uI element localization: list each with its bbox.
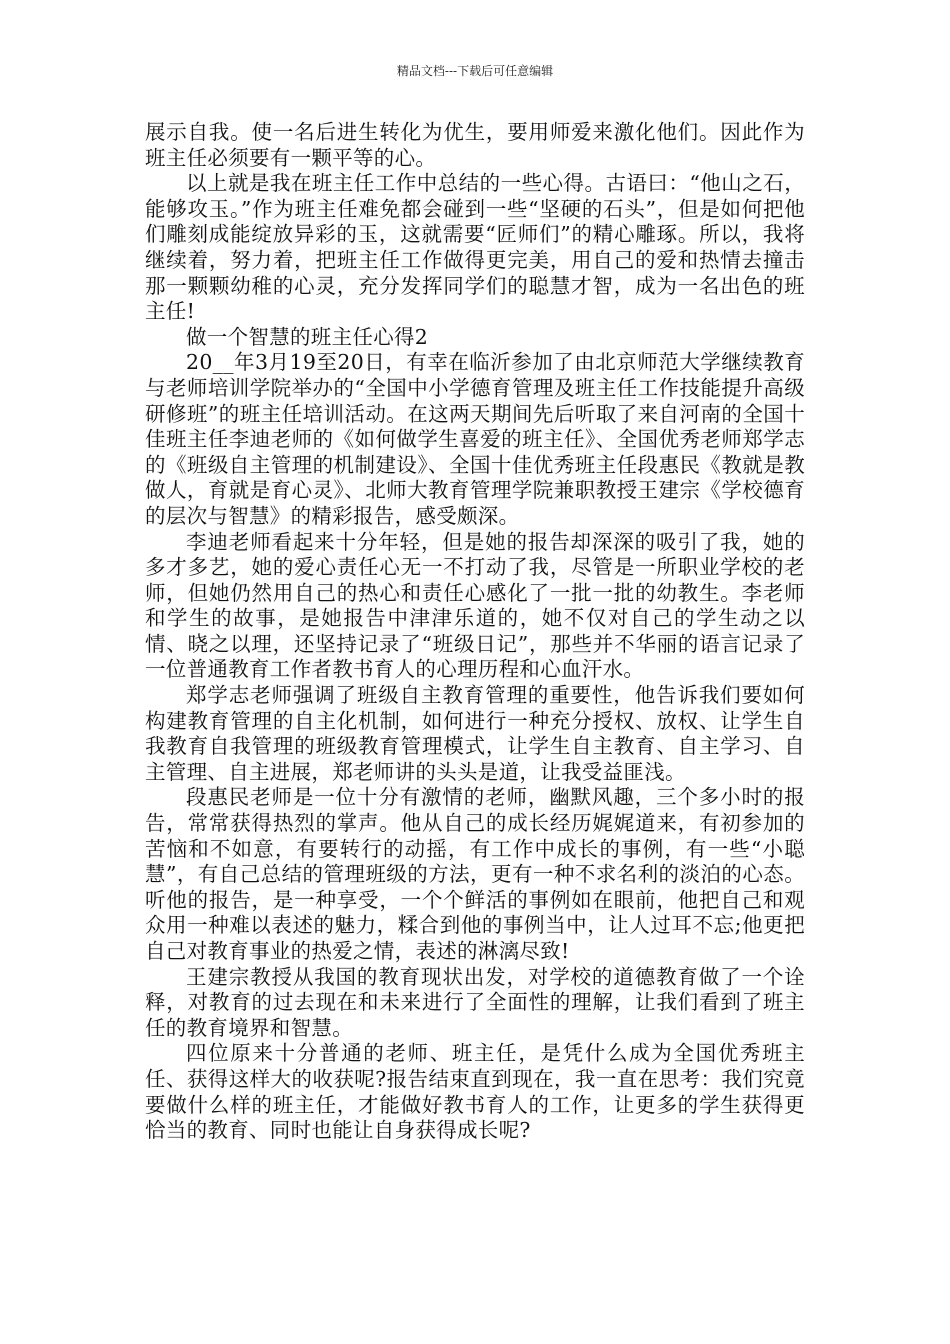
paragraph-5: 郑学志老师强调了班级自主教育管理的重要性，他告诉我们要如何构建教育管理的自主化机制，如何进行一种充分授权、放权、让学生自我教育自我管理的班级教育管理模式，让学生自主教育、自主学习、自主管理、自主进展，郑老师讲的头头是道，让我受益匪浅。 xyxy=(145,683,805,784)
page-header: 精品文档---下载后可任意编辑 xyxy=(396,64,554,78)
paragraph-1: 展示自我。使一名后进生转化为优生，要用师爱来激化他们。因此作为班主任必须要有一颗平等的心。 xyxy=(145,120,805,170)
paragraph-6: 段惠民老师是一位十分有激情的老师，幽默风趣，三个多小时的报告，常常获得热烈的掌声。他从自己的成长经历娓娓道来，有初参加的苦恼和不如意，有要转行的动摇，有工作中成长的事例，有一些“小聪慧”，有自己总结的管理班级的方法，更有一种不求名利的淡泊的心态。听他的报告，是一种享受，一个个鲜活的事例如在眼前，他把自己和观众用一种难以表述的魅力，糅合到他的事例当中，让人过耳不忘;他更把自己对教育事业的热爱之情，表述的淋漓尽致! xyxy=(145,785,805,963)
paragraph-3: 20__年3月19至20日，有幸在临沂参加了由北京师范大学继续教育与老师培训学院举办的“全国中小学德育管理及班主任工作技能提升高级研修班”的班主任培训活动。在这两天期间先后听取了来自河南的全国十佳班主任李迪老师的《如何做学生喜爱的班主任》、全国优秀老师郑学志的《班级自主管理的机制建设》、全国十佳优秀班主任段惠民《教就是教做人，育就是育心灵》、北师大教育管理学院兼职教授王建宗《学校德育的层次与智慧》的精彩报告，感受颇深。 xyxy=(145,350,805,528)
section-heading: 做一个智慧的班主任心得2 xyxy=(186,324,429,349)
paragraph-4: 李迪老师看起来十分年轻，但是她的报告却深深的吸引了我，她的多才多艺，她的爱心责任心无一不打动了我，尽管是一所职业学校的老师，但她仍然用自己的热心和责任心感化了一批一批的幼教生。李老师和学生的故事，是她报告中津津乐道的，她不仅对自己的学生动之以情、晓之以理，还坚持记录了“班级日记”，那些并不华丽的语言记录了一位普通教育工作者教书育人的心理历程和心血汗水。 xyxy=(145,529,805,682)
paragraph-7: 王建宗教授从我国的教育现状出发，对学校的道德教育做了一个诠释，对教育的过去现在和未来进行了全面性的理解，让我们看到了班主任的教育境界和智慧。 xyxy=(145,964,805,1040)
document-body xyxy=(145,120,805,1144)
paragraph-2: 以上就是我在班主任工作中总结的一些心得。古语曰：“他山之石，能够攻玉。”作为班主任难免都会碰到一些“坚硬的石头”，但是如何把他们雕刻成能绽放异彩的玉，这就需要“匠师们”的精心雕琢。所以，我将继续着，努力着，把班主任工作做得更完美，用自己的爱和热情去撞击那一颗颗幼稚的心灵，充分发挥同学们的聪慧才智，成为一名出色的班主任! xyxy=(145,171,805,324)
paragraph-8: 四位原来十分普通的老师、班主任，是凭什么成为全国优秀班主任、获得这样大的收获呢?报告结束直到现在，我一直在思考：我们究竟要做什么样的班主任，才能做好教书育人的工作，让更多的学生获得更恰当的教育、同时也能让自身获得成长呢? xyxy=(145,1041,805,1143)
